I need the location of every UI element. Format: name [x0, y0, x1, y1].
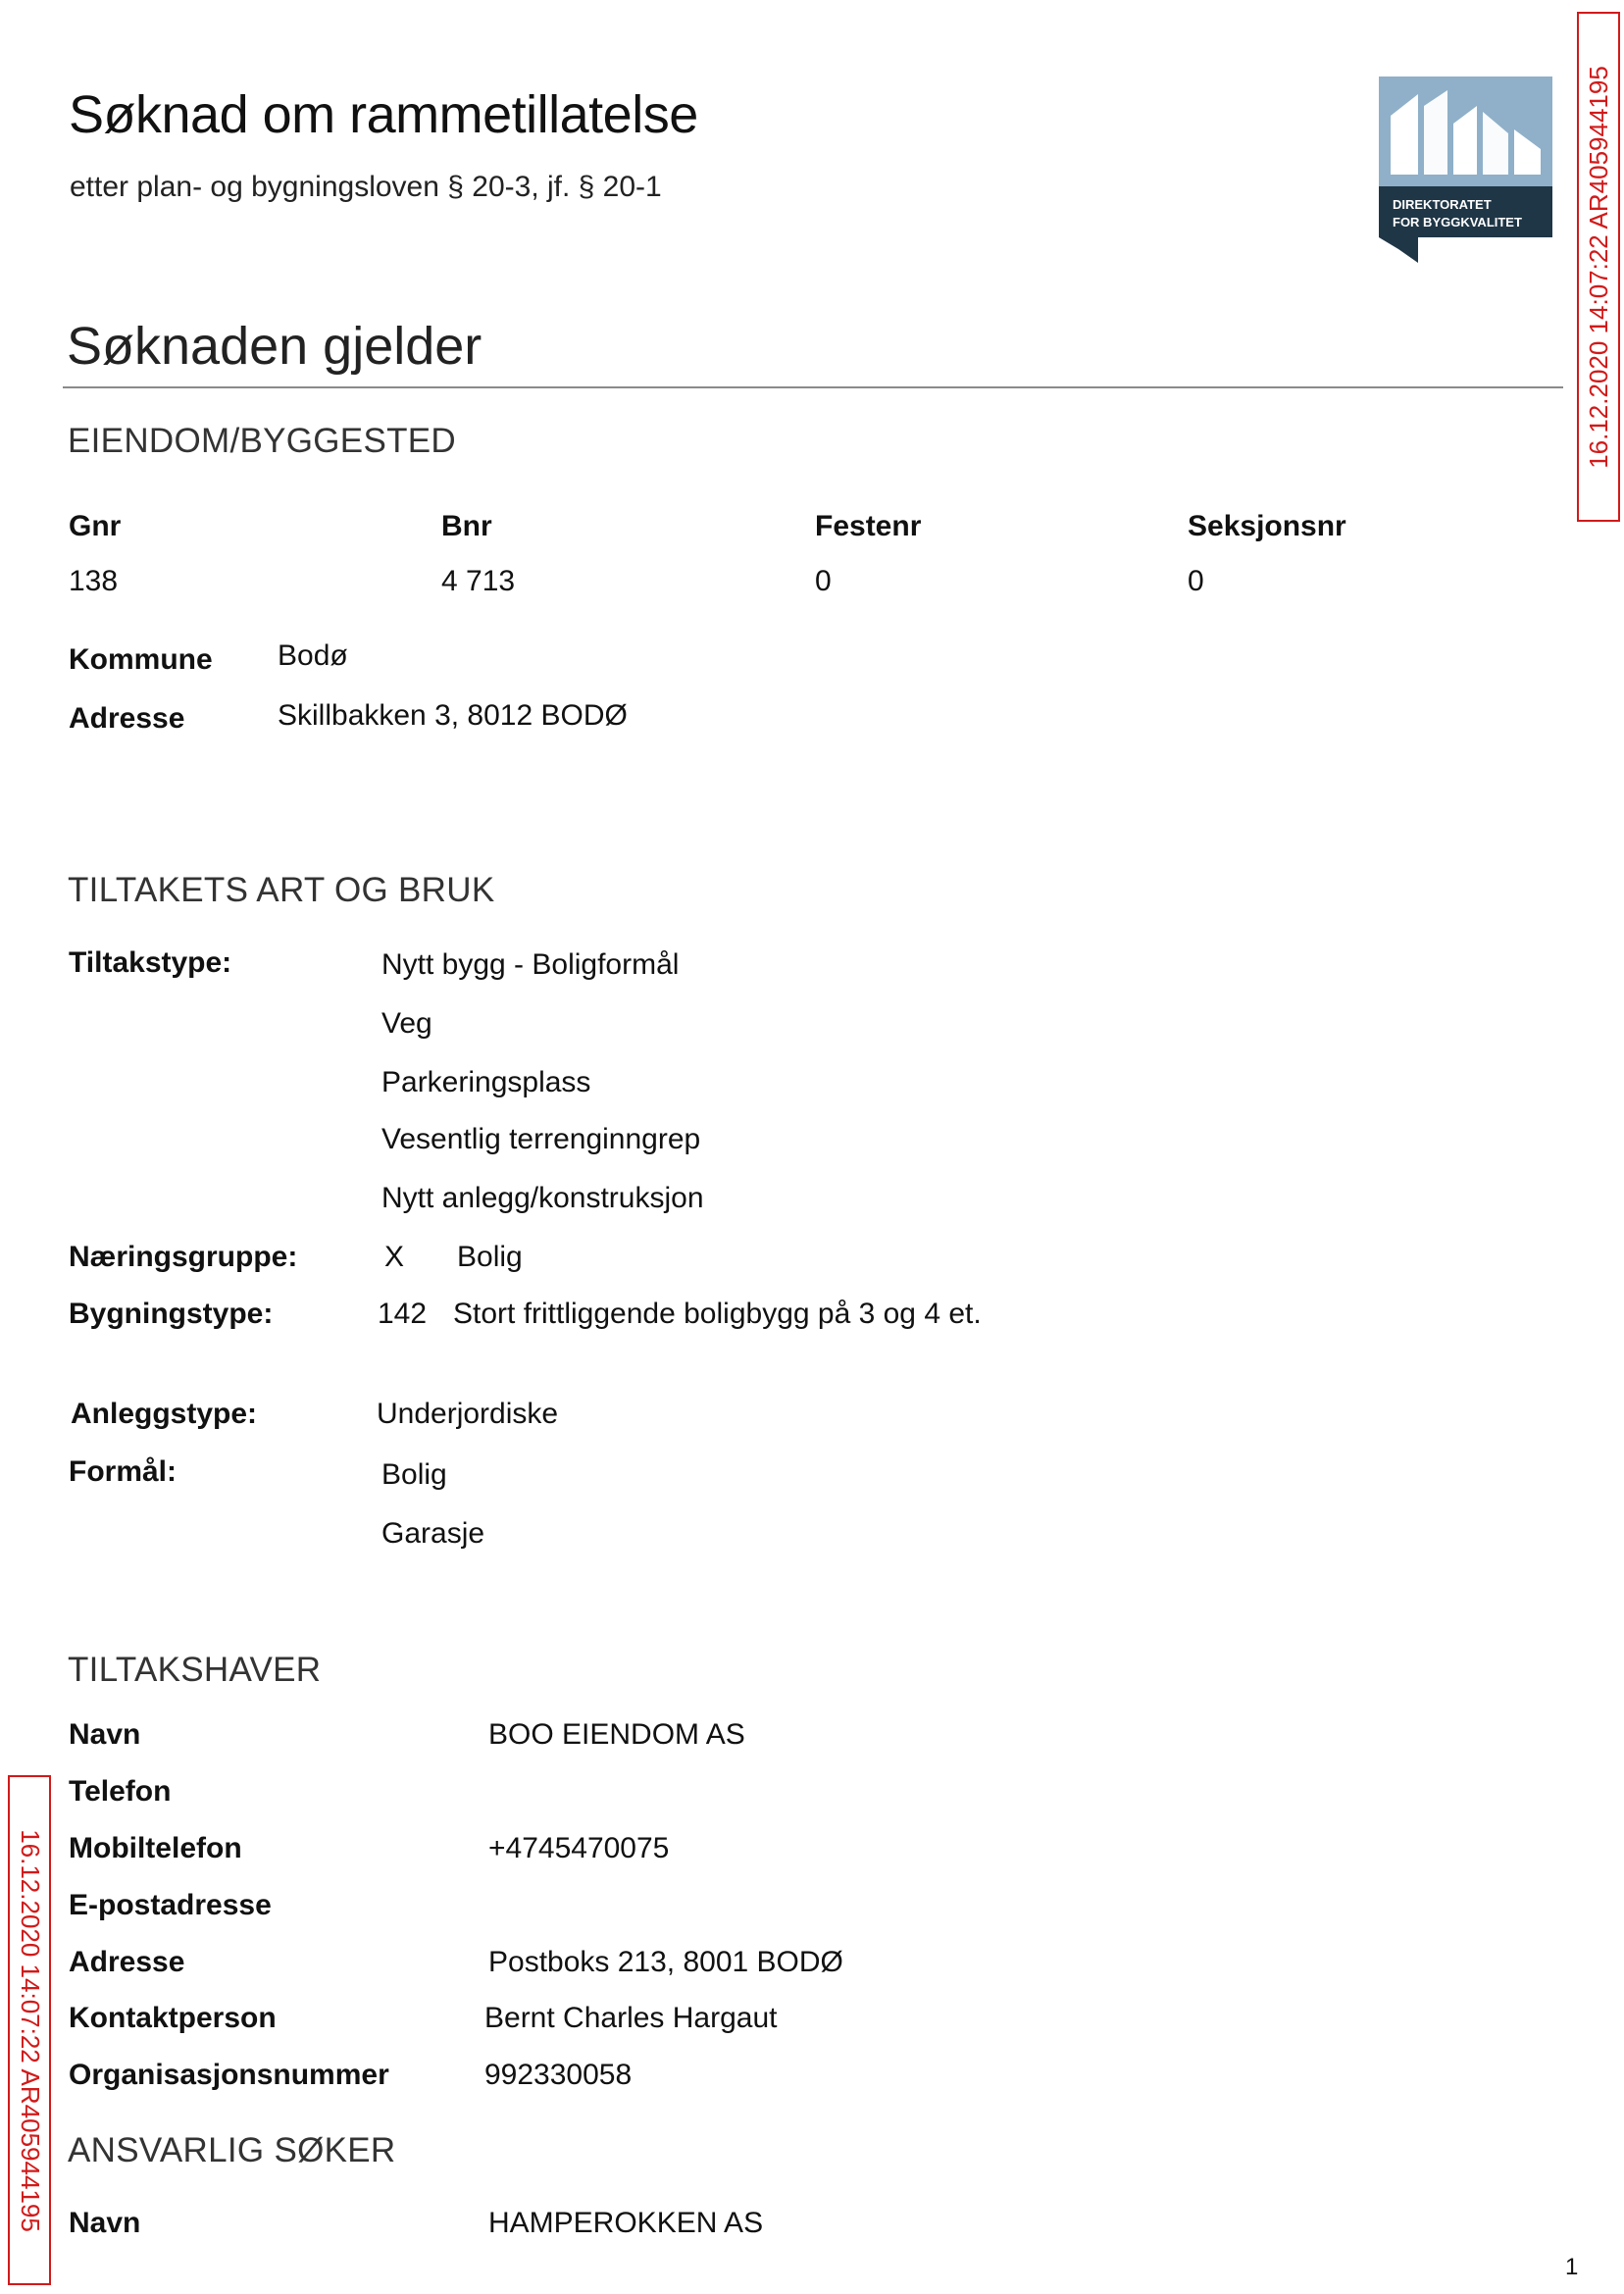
tiltakshaver-kontakt-value: Bernt Charles Hargaut — [484, 2002, 778, 2034]
receipt-stamp-left — [8, 1775, 51, 2285]
anleggstype-label: Anleggstype: — [71, 1398, 258, 1430]
festenr-label: Festenr — [815, 510, 922, 542]
bygningstype-code: 142 — [378, 1298, 428, 1330]
tiltakstype-item: Vesentlig terrenginngrep — [381, 1123, 701, 1155]
ansvarlig-soker-navn-label: Navn — [69, 2207, 141, 2239]
section-heading-eiendom: EIENDOM/BYGGESTED — [68, 422, 456, 460]
gnr-label: Gnr — [69, 510, 122, 542]
bygningstype-label: Bygningstype: — [69, 1298, 274, 1330]
formal-item: Bolig — [381, 1458, 447, 1491]
tiltakshaver-orgnr-value: 992330058 — [484, 2059, 633, 2091]
ansvarlig-soker-navn-value: HAMPEROKKEN AS — [488, 2207, 764, 2239]
receipt-stamp-top — [1577, 12, 1620, 522]
gnr-value: 138 — [69, 565, 119, 597]
tiltakstype-item: Veg — [381, 1007, 432, 1040]
adresse-value: Skillbakken 3, 8012 BODØ — [278, 699, 628, 732]
tiltakshaver-adresse-label: Adresse — [69, 1946, 185, 1978]
tiltakstype-label: Tiltakstype: — [69, 946, 232, 979]
section-heading-ansvarlig-soker: ANSVARLIG SØKER — [68, 2131, 396, 2169]
formal-label: Formål: — [69, 1455, 178, 1488]
document-title: Søknad om rammetillatelse — [69, 85, 698, 144]
page-number: 1 — [1565, 2254, 1579, 2280]
naeringsgruppe-value: Bolig — [457, 1241, 523, 1273]
kommune-label: Kommune — [69, 643, 213, 676]
bnr-value: 4 713 — [441, 565, 516, 597]
dibk-logo — [1379, 76, 1552, 263]
tiltakshaver-kontakt-label: Kontaktperson — [69, 2002, 277, 2034]
logo-text-line1: DIREKTORATET — [1393, 197, 1492, 212]
document-subtitle: etter plan- og bygningsloven § 20-3, jf. § 20-1 — [70, 171, 662, 203]
tiltakshaver-navn-label: Navn — [69, 1718, 141, 1751]
adresse-label: Adresse — [69, 702, 185, 735]
tiltakshaver-epost-label: E-postadresse — [69, 1889, 272, 1921]
heading-divider — [63, 386, 1563, 388]
bygningstype-value: Stort frittliggende boligbygg på 3 og 4 et. — [453, 1298, 982, 1330]
logo-text-line2: FOR BYGGKVALITET — [1393, 215, 1522, 229]
section-heading-tiltak: TILTAKETS ART OG BRUK — [68, 871, 495, 909]
naeringsgruppe-code: X — [384, 1241, 405, 1273]
naeringsgruppe-label: Næringsgruppe: — [69, 1241, 298, 1273]
formal-item: Garasje — [381, 1517, 485, 1550]
receipt-stamp-text: 16.12.2020 14:07:22 AR405944195 — [1583, 65, 1613, 469]
receipt-stamp-text: 16.12.2020 14:07:22 AR405944195 — [15, 1828, 45, 2232]
tiltakshaver-orgnr-label: Organisasjonsnummer — [69, 2059, 389, 2091]
bnr-label: Bnr — [441, 510, 492, 542]
tiltakstype-item: Nytt anlegg/konstruksjon — [381, 1182, 704, 1214]
seksjonsnr-value: 0 — [1188, 565, 1204, 597]
tiltakstype-item: Nytt bygg - Boligformål — [381, 948, 680, 981]
section-heading-tiltakshaver: TILTAKSHAVER — [68, 1651, 322, 1689]
main-heading: Søknaden gjelder — [67, 317, 482, 376]
tiltakshaver-telefon-label: Telefon — [69, 1775, 172, 1808]
tiltakshaver-mobil-value: +4745470075 — [488, 1832, 670, 1864]
tiltakshaver-navn-value: BOO EIENDOM AS — [488, 1718, 745, 1751]
tiltakshaver-mobil-label: Mobiltelefon — [69, 1832, 242, 1864]
festenr-value: 0 — [815, 565, 832, 597]
seksjonsnr-label: Seksjonsnr — [1188, 510, 1346, 542]
tiltakshaver-adresse-value: Postboks 213, 8001 BODØ — [488, 1946, 843, 1978]
tiltakstype-item: Parkeringsplass — [381, 1066, 591, 1098]
kommune-value: Bodø — [278, 639, 348, 672]
anleggstype-value: Underjordiske — [377, 1398, 559, 1430]
